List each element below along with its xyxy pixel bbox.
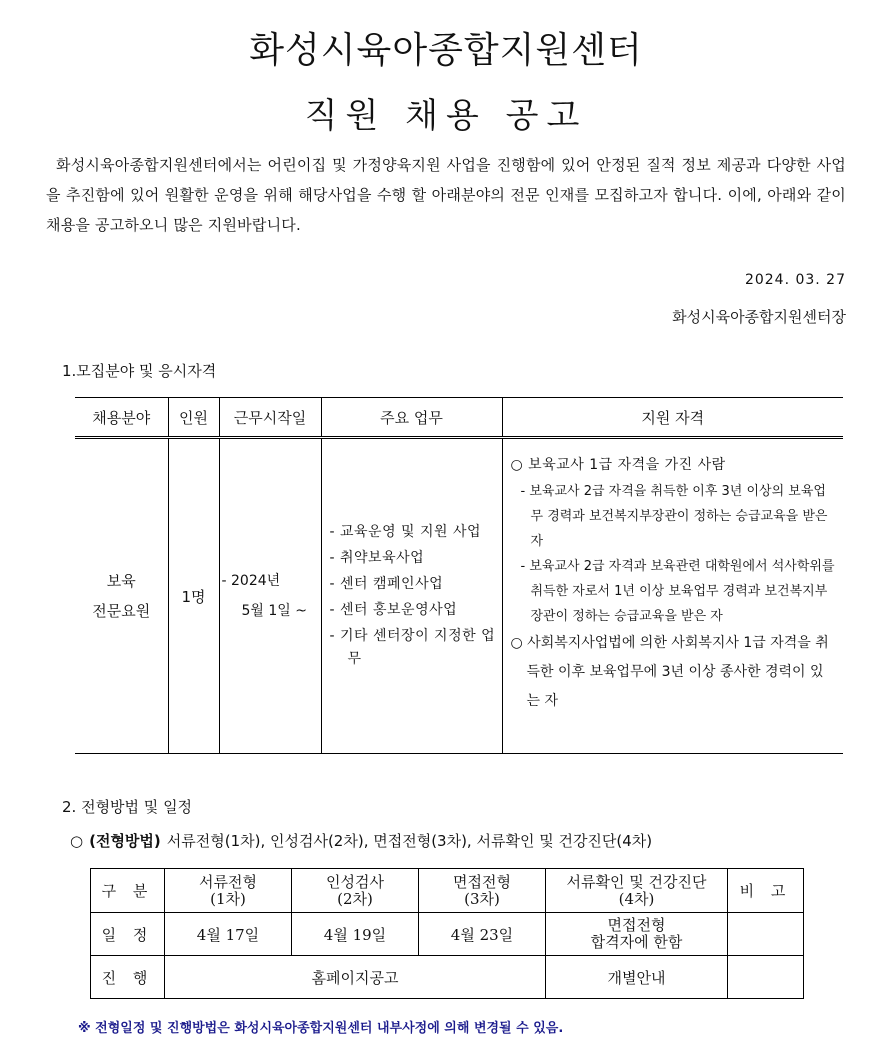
recruitment-table-header [75,398,843,438]
cell-duties [321,438,502,754]
table-row [91,913,804,956]
section2-heading: 2. 전형방법 및 일정 [62,798,193,816]
stage-2-order: (2차) [337,889,373,908]
cell-field [75,438,168,754]
page-subtitle: 직원 채용 공고 [304,96,588,136]
table-row [91,869,804,913]
cell-qualification [502,438,843,754]
qual-main-1: ○ 보육교사 1급 자격을 가진 사람 [510,457,726,473]
schedule-3: 4월 23일 [419,913,546,956]
stage-4-name: 서류확인 및 건강진단 [566,872,707,891]
field-line2: 전문요원 [92,602,151,620]
circle-bullet-icon: ○ [70,832,84,850]
stage-2 [292,869,419,913]
page-title: 화성시육아종합지원센터 [249,30,643,71]
list-item: - 센터 캠페인사업 [329,576,444,592]
label-stage: 구 분 [91,869,165,913]
recruitment-table [75,397,843,754]
schedule-1: 4월 17일 [165,913,292,956]
section1-heading: 1.모집분야 및 응시자격 [62,362,217,380]
label-schedule: 일 정 [91,913,165,956]
qual-sub-1: - 보육교사 2급 자격을 취득한 이후 3년 이상의 보육업무 경력과 보건복지부장관이 정하는 승급교육을 받은 자 [520,484,828,549]
qual-sub-2: - 보육교사 2급 자격과 보육관련 대학원에서 석사학위를 취득한 자로서 1년 이상 보육업무 경력과 보건복지부장관이 정하는 승급교육을 받은 자 [520,559,835,624]
stage-3 [419,869,546,913]
list-item: - 센터 홍보운영사업 [329,602,458,618]
cell-start-date [219,438,321,754]
schedule-4 [546,913,728,956]
stage-3-name: 면접전형 [453,872,511,891]
header-start-date: 근무시작일 [219,398,321,438]
selection-method [70,830,652,851]
header-field: 채용분야 [75,398,168,438]
footnote: ※ 전형일정 및 진행방법은 화성시육아종합지원센터 내부사정에 의해 변경될 수 있음. [78,1021,564,1036]
stage-4 [546,869,728,913]
progress-main: 홈페이지공고 [165,956,546,999]
schedule-2: 4월 19일 [292,913,419,956]
progress-remark [728,956,804,999]
stage-1-order: (1차) [210,889,246,908]
stage-2-name: 인성검사 [326,872,384,891]
label-progress: 진 행 [91,956,165,999]
duties-list [322,521,502,671]
start-line1: - 2024년 [221,573,281,589]
intro-text: 화성시육아종합지원센터에서는 어린이집 및 가정양육지원 사업을 진행함에 있어 안정된 질적 정보 제공과 다양한 사업을 추진함에 있어 원활한 운영을 위해 해당사업을 수행 할 아래분야의 전문 인재를 모집하고자 합니다. 이에, 아래와 같이 채용을 공고하오니 많은 지원바랍니다. [46,156,846,234]
list-item: - 기타 센터장이 지정한 업무 [329,628,496,667]
cell-count: 1명 [168,438,219,754]
table-row [75,438,843,754]
list-item: - 교육운영 및 지원 사업 [329,524,482,540]
start-line2: 5월 1일 ~ [241,603,307,619]
qual-main-2: ○ 사회복지사업법에 의한 사회복지사 1급 자격을 취득한 이후 보육업무에 3년 이상 종사한 경력이 있는 자 [510,635,829,709]
header-qualification: 지원 자격 [502,398,843,438]
schedule-4-line1: 면접전형 [607,916,666,934]
schedule-table [90,868,804,999]
header-duties: 주요 업무 [321,398,502,438]
schedule-4-line2: 합격자에 한함 [590,933,683,951]
signer: 화성시육아종합지원센터장 [672,308,846,326]
stage-1 [165,869,292,913]
table-row [91,956,804,999]
stage-1-name: 서류전형 [199,872,257,891]
field-line1: 보육 [106,572,136,590]
label-remark: 비 고 [728,869,804,913]
stage-4-order: (4차) [618,889,655,908]
remark-value [728,913,804,956]
progress-individual: 개별안내 [546,956,728,999]
stage-3-order: (3차) [464,889,500,908]
method-label: (전형방법) [89,832,161,850]
header-count: 인원 [168,398,219,438]
announcement-date: 2024. 03. 27 [744,272,846,288]
list-item: - 취약보육사업 [329,550,425,566]
method-text: 서류전형(1차), 인성검사(2차), 면접전형(3차), 서류확인 및 건강진단(4차) [166,832,653,850]
intro-paragraph [46,150,846,240]
